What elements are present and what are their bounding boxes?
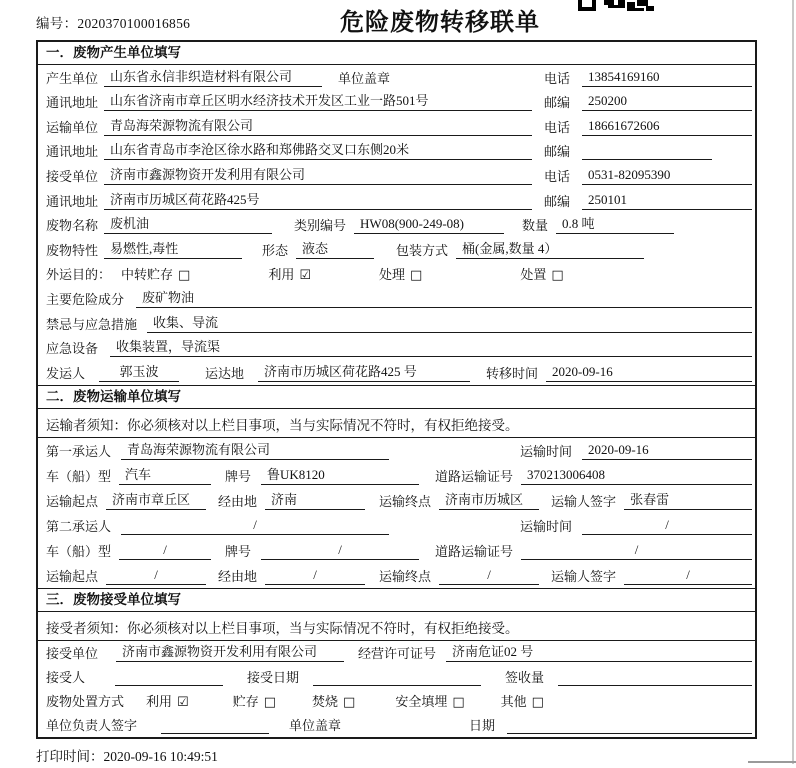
receiver-phone-label: 电话 [544,168,571,184]
waste-name-value: 废机油 [104,213,272,234]
transporter-zip-group [544,141,752,160]
section-transporter [38,385,755,588]
checkbox-disposal-utilize-checked: ☑ [177,694,189,710]
road-permit-value-1: 370213006408 [521,467,752,485]
receiving-date-label: 接受日期 [247,669,300,685]
hazard-components-value: 废矿物油 [136,287,752,308]
producer-phone-label: 电话 [544,70,571,86]
receiver-phone-group [544,166,752,185]
row-transporter-address [38,139,755,164]
unit-seal-label-3: 单位盖章 [289,717,342,733]
producer-zip-label: 邮编 [544,95,571,111]
packaging-label: 包装方式 [396,242,449,258]
transporter-address-value: 山东省青岛市李沧区徐水路和郑佛路交叉口东侧20米 [104,139,532,160]
road-permit-label-2: 道路运输证号 [435,543,514,559]
purpose-option-dispose [520,264,563,283]
row-vehicle-1 [38,463,755,488]
receiver-notice: 接受者须知：你必须核对以上栏目事项，当与实际情况不符时，有权拒绝接受。 [38,612,755,641]
first-carrier-value: 青岛海荣源物流有限公司 [121,439,389,460]
emergency-measures-label: 禁忌与应急措施 [46,316,138,332]
route-end-value-2: / [439,567,539,585]
second-carrier-label: 第二承运人 [46,518,112,534]
purpose-treat-text: 处理 [379,267,406,283]
transport-time-label-2: 运输时间 [520,518,573,534]
purpose-transit-storage-text: 中转贮存 [121,267,174,283]
route-start-value-2: / [106,567,206,585]
transporter-phone-label: 电话 [544,119,571,135]
row-vehicle-2 [38,538,755,563]
vehicle-type-label-1: 车（船）型 [46,468,112,484]
qr-code-fragment [578,0,654,11]
transfer-purpose-label: 外运目的： [46,267,112,283]
row-disposal-method [38,689,755,713]
receiver-zip-label: 邮编 [544,193,571,209]
transporter-phone-group [544,117,752,136]
checkbox-transit-storage: □ [178,268,191,284]
disposal-method-label: 废物处置方式 [46,693,125,709]
transporter-notice: 运输者须知：你必须核对以上栏目事项，当与实际情况不符时，有权拒绝接受。 [38,409,755,438]
transporter-unit-label: 运输单位 [46,119,99,135]
destination-value: 济南市历城区荷花路425 号 [258,361,470,382]
disposal-other-text: 其他 [500,693,527,709]
route-via-label-2: 经由地 [218,568,258,584]
route-via-label-1: 经由地 [218,493,258,509]
waste-property-label: 废物特性 [46,242,99,258]
row-emergency-measures [38,311,755,336]
waste-property-value: 易燃性,毒性 [104,238,242,259]
row-receiving-unit [38,641,755,665]
row-receiver-address [38,188,755,213]
carrier-sign-value-1: 张春雷 [624,489,752,510]
page-title: 危险废物转移联单 [340,9,540,36]
dispatcher-value: 郭玉波 [99,361,179,382]
row-receiving-person [38,665,755,689]
received-quantity-label: 签收量 [505,669,545,685]
sign-date-value [507,719,752,734]
section-producer [38,42,755,385]
waste-quantity-value: 0.8 吨 [556,213,674,234]
plate-label-1: 牌号 [225,468,252,484]
transporter-zip-value [582,145,712,160]
row-second-carrier [38,513,755,538]
row-dispatcher [38,360,755,385]
receiver-address-value: 济南市历城区荷花路425号 [104,189,532,210]
responsible-sign-label: 单位负责人签字 [46,717,138,733]
row-first-carrier [38,438,755,463]
section-receiver-header: 三．废物接受单位填写 [38,589,755,612]
disposal-option-store [233,691,276,710]
purpose-option-treat [379,264,422,283]
producer-zip-value: 250200 [582,93,752,111]
transport-time-value-1: 2020-09-16 [582,442,752,460]
receiver-unit-value: 济南市鑫源物资开发利用有限公司 [104,164,532,185]
first-carrier-time-group [520,441,752,460]
scan-edge-bottom-line [748,761,796,763]
license-value: 济南危证02 号 [446,641,752,662]
waste-quantity-label: 数量 [522,218,549,234]
transfer-time-value: 2020-09-16 [546,364,752,382]
row-receiver-unit [38,163,755,188]
section-receiver [38,588,755,737]
carrier-sign-label-2: 运输人签字 [551,568,617,584]
waste-form-value: 液态 [296,238,374,259]
print-time [36,745,218,765]
waste-category-label: 类别编号 [294,218,347,234]
second-carrier-value: / [121,517,389,535]
route-start-label-2: 运输起点 [46,568,99,584]
purpose-dispose-text: 处置 [520,267,547,283]
transfer-time-label: 转移时间 [486,365,539,381]
scan-edge-vertical-line [792,0,794,764]
receiver-unit-label: 接受单位 [46,168,99,184]
producer-address-value: 山东省济南市章丘区明水经济技术开发区工业一路501号 [104,90,532,111]
purpose-option-transit-storage [121,264,190,283]
first-carrier-label: 第一承运人 [46,443,112,459]
second-carrier-time-group [520,516,752,535]
road-permit-label-1: 道路运输证号 [435,468,514,484]
vehicle-type-value-1: 汽车 [119,464,211,485]
row-transporter-unit [38,114,755,139]
checkbox-disposal-store: □ [263,694,276,710]
receiving-unit-value: 济南市鑫源物资开发利用有限公司 [116,641,344,662]
receiving-date-value [313,671,481,686]
producer-phone-group [544,68,752,87]
receiving-unit-label: 接受单位 [46,645,99,661]
disposal-option-landfill [395,691,464,710]
route-start-label-1: 运输起点 [46,493,99,509]
plate-value-1: 鲁UK8120 [261,464,419,485]
row-waste-property [38,237,755,262]
receiver-phone-value: 0531-82095390 [582,167,752,185]
print-time-value: 2020-09-16 10:49:51 [103,749,218,764]
row-route-1 [38,488,755,513]
vehicle-type-value-2: / [119,542,211,560]
transfer-form-table [36,40,757,739]
row-emergency-equipment [38,336,755,361]
row-producer-unit [38,65,755,90]
route-end-label-1: 运输终点 [379,493,432,509]
receiving-person-value [115,671,223,686]
checkbox-treat: □ [410,268,423,284]
route-via-value-2: / [265,567,365,585]
doc-number-value: 2020370100016856 [77,16,191,31]
receiving-person-label: 接受人 [46,669,86,685]
checkbox-utilize-checked: ☑ [299,268,311,284]
transporter-unit-value: 青岛海荣源物流有限公司 [104,115,532,136]
plate-value-2: / [261,542,419,560]
row-transfer-purpose [38,262,755,287]
producer-address-label: 通讯地址 [46,95,99,111]
row-route-2 [38,563,755,588]
checkbox-dispose: □ [551,268,564,284]
row-hazard-components [38,286,755,311]
emergency-equipment-label: 应急设备 [46,341,99,357]
carrier-sign-label-1: 运输人签字 [551,493,617,509]
transporter-address-label: 通讯地址 [46,144,99,160]
waste-form-label: 形态 [262,242,289,258]
producer-unit-label: 产生单位 [46,70,99,86]
purpose-utilize-text: 利用 [268,267,295,283]
doc-number-label: 编号： [36,16,78,31]
section-transporter-header: 二．废物运输单位填写 [38,386,755,409]
checkbox-disposal-other: □ [531,694,544,710]
road-permit-value-2: / [521,542,752,560]
carrier-sign-value-2: / [624,567,752,585]
route-via-value-1: 济南 [265,489,365,510]
destination-label: 运达地 [205,365,245,381]
packaging-value: 桶(金属,数量 4） [456,238,644,259]
row-responsible-signature [38,713,755,737]
producer-zip-group [544,92,752,111]
disposal-option-incinerate [312,691,355,710]
emergency-equipment-value: 收集装置，导流渠 [110,336,752,357]
section-producer-header: 一．废物产生单位填写 [38,42,755,65]
plate-label-2: 牌号 [225,543,252,559]
receiver-zip-value: 250101 [582,192,752,210]
dispatcher-label: 发运人 [46,365,86,381]
row-waste-name [38,213,755,238]
route-end-label-2: 运输终点 [379,568,432,584]
disposal-incinerate-text: 焚烧 [312,693,339,709]
emergency-measures-value: 收集、导流 [147,312,752,333]
checkbox-disposal-landfill: □ [452,694,465,710]
checkbox-disposal-incinerate: □ [343,694,356,710]
disposal-option-utilize [146,691,189,710]
transporter-zip-label: 邮编 [544,144,571,160]
disposal-landfill-text: 安全填埋 [395,693,448,709]
waste-name-label: 废物名称 [46,218,99,234]
transport-time-value-2: / [582,517,752,535]
vehicle-type-label-2: 车（船）型 [46,543,112,559]
disposal-utilize-text: 利用 [146,693,173,709]
producer-unit-value: 山东省永信非织造材料有限公司 [104,66,322,87]
row-producer-address [38,90,755,115]
sign-date-label: 日期 [469,717,496,733]
disposal-store-text: 贮存 [232,693,259,709]
receiver-address-label: 通讯地址 [46,193,99,209]
transport-time-label-1: 运输时间 [520,443,573,459]
license-label: 经营许可证号 [358,645,437,661]
receiver-zip-group [544,191,752,210]
responsible-sign-value [161,719,269,734]
print-time-label: 打印时间： [36,749,104,764]
transporter-phone-value: 18661672606 [582,118,752,136]
purpose-option-utilize [268,264,311,283]
route-start-value-1: 济南市章丘区 [106,489,206,510]
received-quantity-value [558,671,752,686]
doc-number [36,12,190,32]
disposal-option-other [501,691,544,710]
unit-seal-label: 单位盖章 [338,70,391,86]
hazard-components-label: 主要危险成分 [46,291,125,307]
route-end-value-1: 济南市历城区 [439,489,539,510]
waste-category-value: HW08(900-249-08) [354,216,504,234]
producer-phone-value: 13854169160 [582,69,752,87]
